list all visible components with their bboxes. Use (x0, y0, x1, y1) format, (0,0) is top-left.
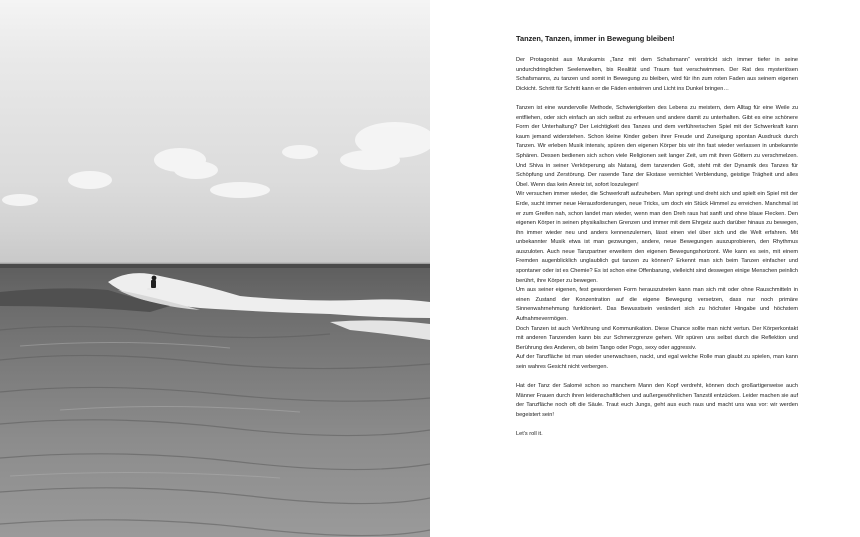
intro-paragraph: Der Protagonist aus Murakamis „Tanz mit dem Schafsmann“ verstrickt sich immer tiefer in seine undurchdringlichen Seelenwelten, bis Realität und Traum fast verschwimmen. Der Rat des mysteriösen Schafsmanns, zu tanzen und somit in Bewegung zu bleiben, wird für ihn zum roten Faden aus seinem eigenen Dickicht. Schritt für Schritt kann er die Fäden entwirren und Licht ins Dunkel bringen… (516, 57, 798, 92)
article (516, 34, 798, 440)
closing-line: Let’s roll it. (516, 431, 543, 438)
article-title: Tanzen, Tanzen, immer in Bewegung bleiben! (516, 34, 675, 43)
body-paragraph: Um aus seiner eigenen, fest gewordenen Form herauszutreten kann man sich mit oder ohne Rauschmitteln in einen Zustand der Konzentration auf die eigene Bewegung versetzen, dass nur noch primäre Sinnenwahrnehmung funktioniert. Das Bewusstsein verändert sich zu höchster Hingabe und höchstem Aufnahmevermögen. (516, 287, 798, 323)
body-paragraph: Doch Tanzen ist auch Verführung und Kommunikation. Diese Chance sollte man nicht vertun. Der Körperkontakt mit anderen Tanzenden kann bis zur Schmerzgrenze gehen. Wir spüren uns selbst durch die Reflektion und Berührung des Anderen, ob beim Tango oder Pogo, sexy oder aggressiv. (516, 325, 798, 351)
body-paragraph: Tanzen ist eine wundervolle Methode, Schwierigkeiten des Lebens zu meistern, dem Alltag für eine Weile zu entfliehen, oder sich einfach an sich selbst zu erfreuen und andere damit zu unterhalten. Gibt es eine schönere Form der Unterhaltung? Der Leichtigkeit des Tanzes und dem verführerischen Spiel mit der Schwerkraft kann kaum jemand widerstehen. Schon kleine Kinder geben ihrer Freude und Zuneigung spontan Ausdruck durch Tanzen. Wir erleben Musik intensiv, spüren den eigenen Körper bis wir ihn fast wieder verlassen in unbekannte Sphären. Dessen bedienen sich schon viele Religionen seit langer Zeit, um mit ihren Göttern zu verschmelzen. Und Shiva in seiner Verkörperung als Nataraj, dem tanzenden Gott, steht mit der Dynamik des Tanzes für Schöpfung und Zerstörung. Der rasende Tanz der Ekstase vernichtet Verblendung, geistige Trägheit und alles Übel. Wenn das kein Anreiz ist, sofort loszulegen! (516, 104, 798, 188)
body-paragraph: Wir versuchen immer wieder, die Schwerkraft aufzuheben. Man springt und dreht sich und spielt ein Spiel mit der Erde, sucht immer neue Herausforderungen, neue Tricks, um doch ein Stück Himmel zu erreichen. Manchmal ist er zum Greifen nah, schon landet man wieder, wenn man den Dreh raus hat sanft und ohne blaue Flecken. Den eigenen Körper in seinen physikalischen Grenzen und immer mit dem Ehrgeiz auch darüber hinaus zu bewegen, ihn immer wieder neu und anders kennenzulernen, lässt einen viel über sich und die Welt erfahren. Mit unbekannter Musik etwa ist man gezwungen, andere, neue Bewegungen auszuprobieren, den Rhythmus auszuloten. Auch neue Tanzpartner erweitern den eigenen Bewegungshorizont. Wie kann es sein, mit einem Fremden augenblicklich unglaublich gut tanzen zu können? Erkennt man sich beim Tanzen einfacher und spontaner oder ist es Chemie? Es ist schon eine Offenbarung, vielleicht sind deswegen einige Menschen peinlich berührt, ihre Körper zu bewegen. (516, 191, 798, 284)
body-paragraph: Auf der Tanzfläche ist man wieder unerwachsen, nackt, und egal welche Rolle man glaubt zu spielen, man kann sein wahres Gesicht nicht verbergen. (516, 354, 798, 370)
body-paragraph: Hat der Tanz der Salomé schon so manchem Mann den Kopf verdreht, können doch großartigerweise auch Männer Frauen durch ihren leidenschaftlichen und außergewöhnlichen Tanzstil entzücken. Leider machen sie auf der Tanzfläche noch oft die Säule. Traut euch Jungs, geht aus euch raus und macht uns was vor: wir werden begeistert sein! (516, 383, 798, 418)
